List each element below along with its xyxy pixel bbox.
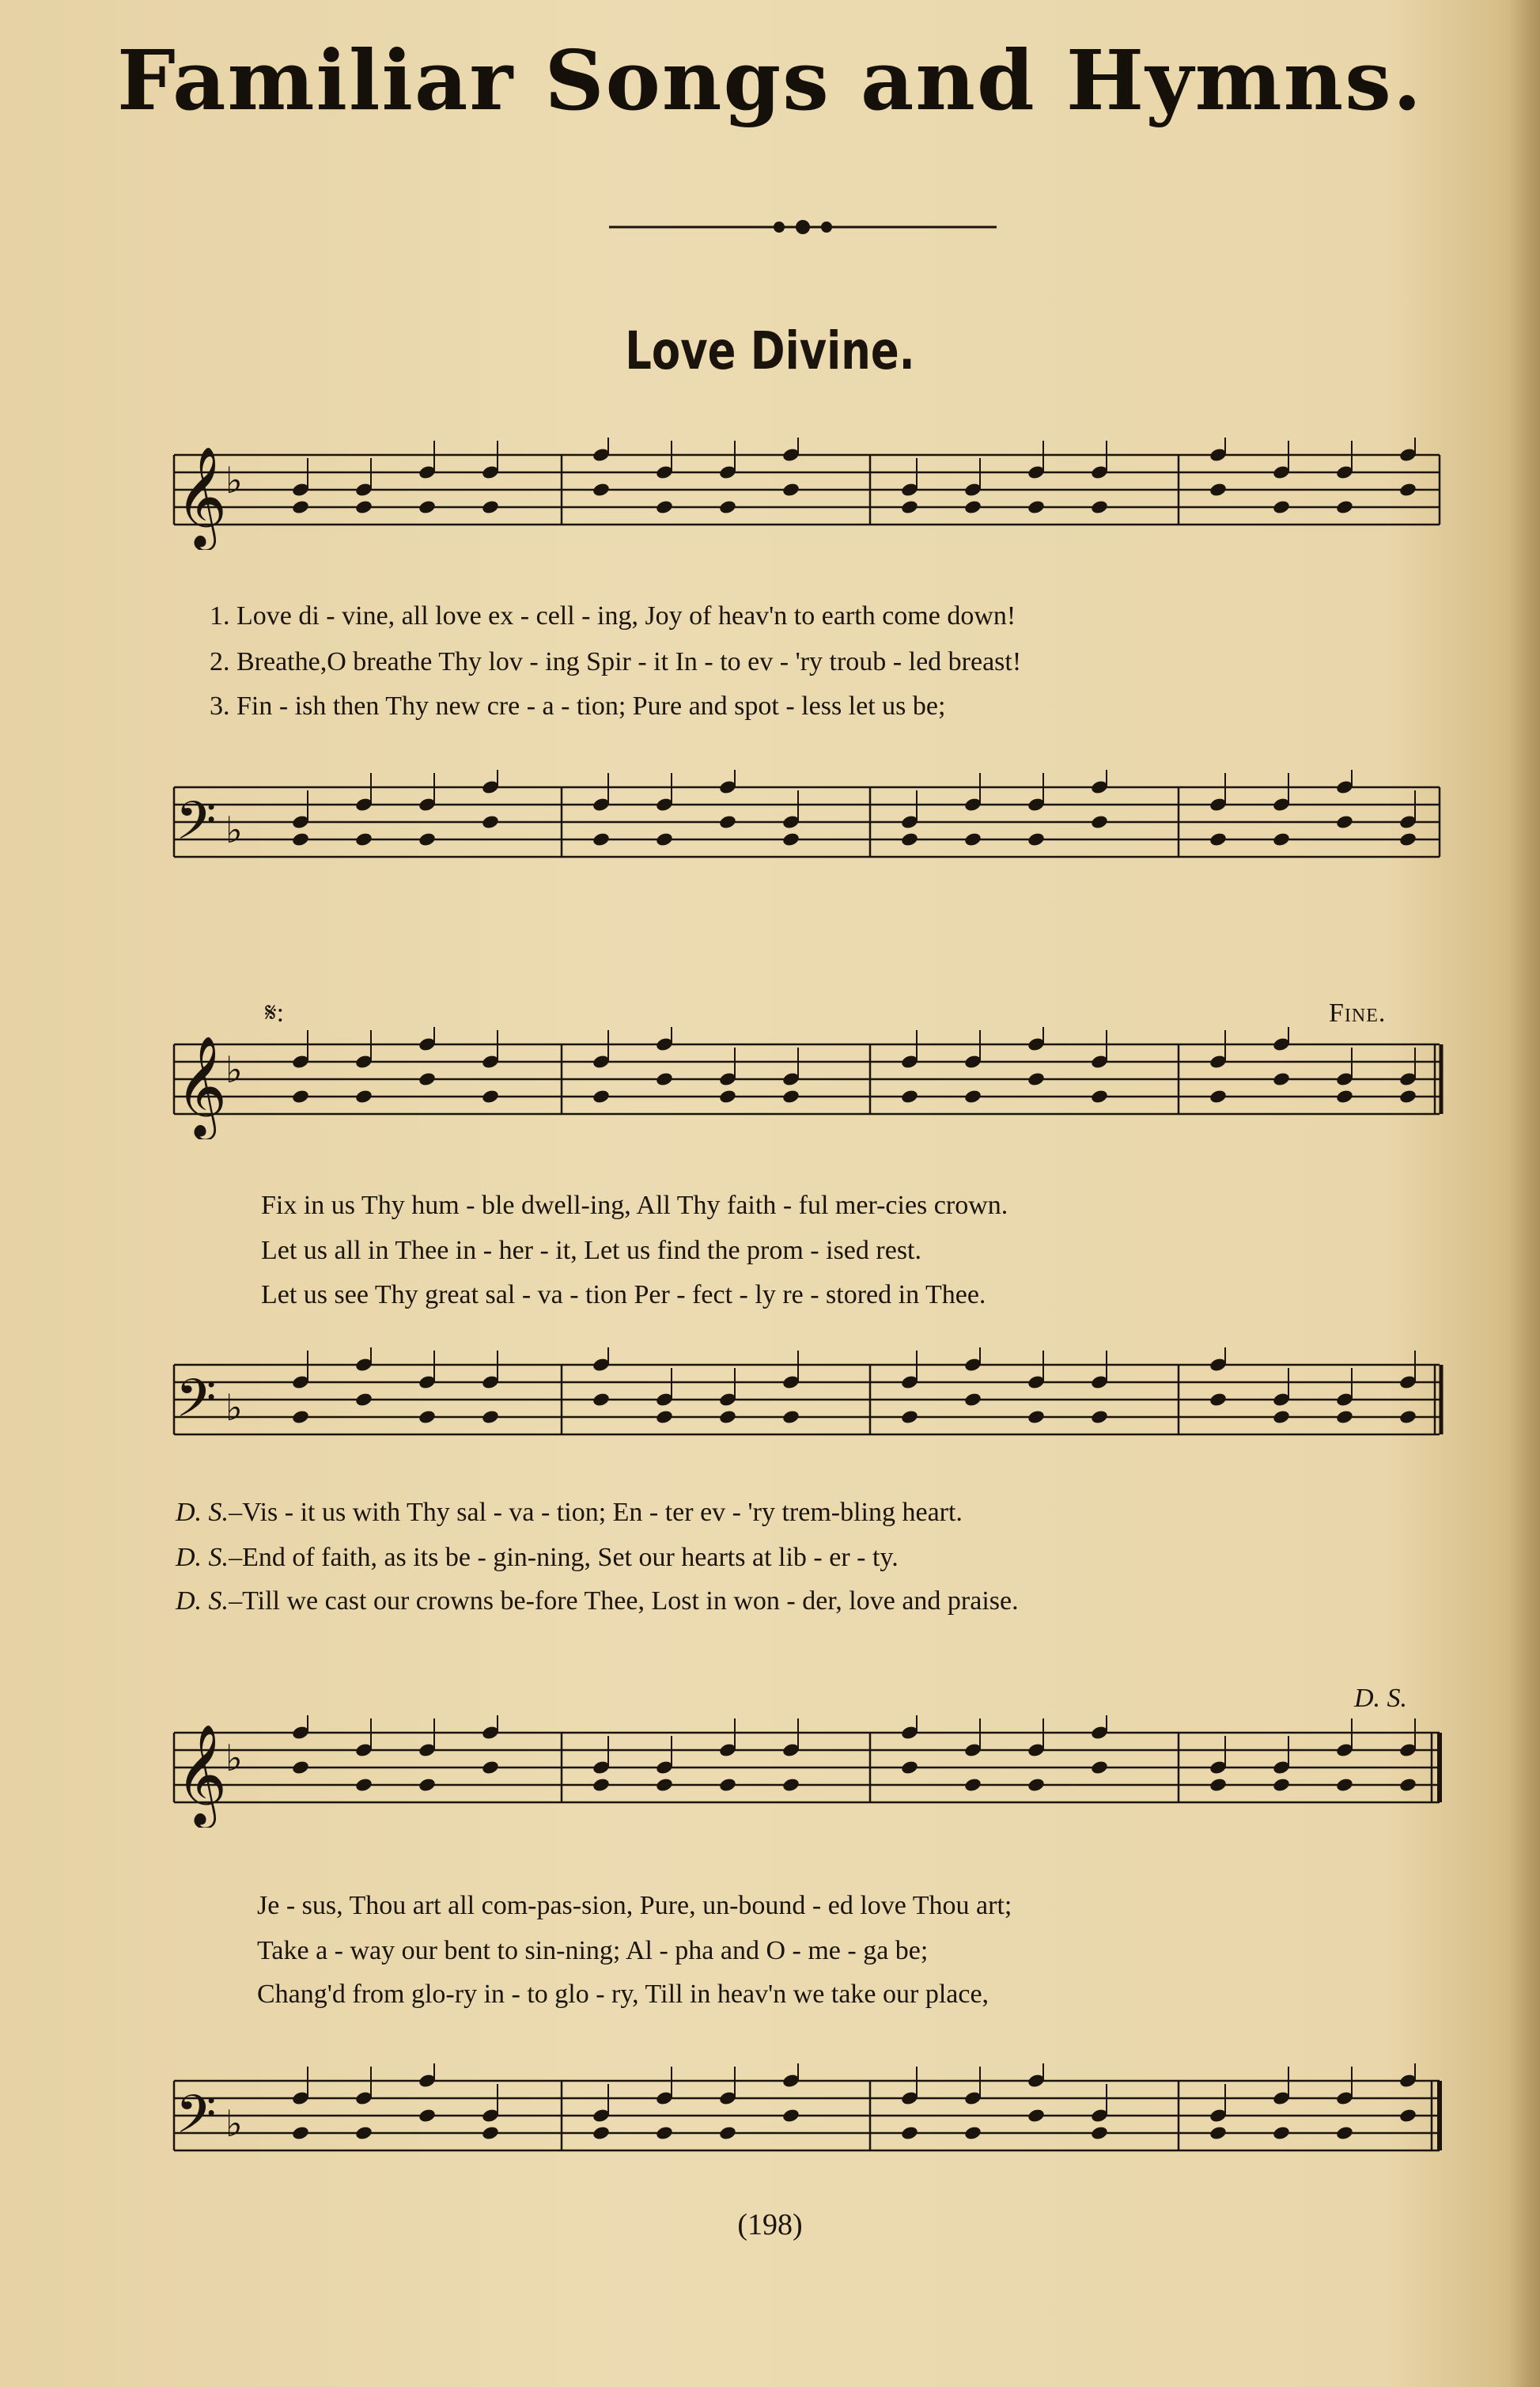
svg-text:♭: ♭: [225, 809, 243, 851]
svg-text:♭: ♭: [225, 1386, 243, 1429]
note-head: [354, 832, 373, 847]
note-head: [1090, 1409, 1109, 1425]
note-head: [418, 1777, 437, 1793]
note-head: [1335, 814, 1354, 830]
note-head: [1027, 499, 1046, 515]
note-head: [781, 1777, 800, 1793]
note-head: [481, 2125, 500, 2141]
svg-text:𝄞: 𝄞: [176, 445, 228, 547]
ds-lyric-line-3: [176, 1586, 1019, 1616]
note-head: [1090, 499, 1109, 515]
note-head: [1398, 482, 1417, 498]
note-head: [592, 1089, 611, 1104]
note-head: [963, 832, 982, 847]
note-head: [291, 499, 310, 515]
ornament-divider: [609, 215, 997, 239]
note-head: [718, 1409, 737, 1425]
svg-text:♭: ♭: [225, 1737, 243, 1779]
lyric-line-2-2: Let us all in Thee in - her - it, Let us find the prom - ised rest.: [261, 1236, 921, 1265]
bass-staff-3: [158, 2057, 1447, 2176]
note-head: [291, 1409, 310, 1425]
note-head: [1335, 1409, 1354, 1425]
note-head: [1398, 1777, 1417, 1793]
note-head: [900, 499, 919, 515]
note-head: [1398, 832, 1417, 847]
note-head: [1272, 832, 1291, 847]
ds-label: D. S.: [176, 1586, 229, 1616]
svg-text:𝄢: 𝄢: [176, 790, 217, 864]
ds-mark: D. S.: [1354, 1684, 1408, 1713]
note-head: [418, 832, 437, 847]
note-head: [592, 2125, 611, 2141]
note-head: [781, 2108, 800, 2124]
svg-text:♭: ♭: [225, 2102, 243, 2145]
note-head: [418, 1071, 437, 1087]
lyric-line-2-3: Let us see Thy great sal - va - tion Per - fect - ly re - stored in Thee.: [261, 1280, 986, 1309]
note-head: [592, 1777, 611, 1793]
note-head: [1090, 1089, 1109, 1104]
note-head: [963, 499, 982, 515]
note-head: [481, 814, 500, 830]
note-head: [655, 1071, 674, 1087]
note-head: [354, 1777, 373, 1793]
bass-staff-1: [158, 763, 1447, 882]
note-head: [963, 2125, 982, 2141]
svg-text:𝄢: 𝄢: [176, 1368, 217, 1442]
note-head: [1090, 2125, 1109, 2141]
svg-text:𝄞: 𝄞: [176, 1723, 228, 1824]
note-head: [900, 2125, 919, 2141]
note-head: [963, 1089, 982, 1104]
ds-text: –Vis - it us with Thy sal - va - tion; En - ter ev - 'ry trem-bling heart.: [229, 1498, 963, 1527]
svg-text:𝄢: 𝄢: [176, 2084, 217, 2158]
lyric-line-3-3: Chang'd from glo-ry in - to glo - ry, Till in heav'n we take our place,: [257, 1980, 989, 2009]
ds-label: D. S.: [176, 1498, 229, 1527]
note-head: [481, 1409, 500, 1425]
bass-staff-2: [158, 1341, 1447, 1460]
note-head: [1272, 1409, 1291, 1425]
note-head: [1209, 482, 1228, 498]
segno-mark: 𝄋:: [265, 998, 285, 1028]
note-head: [1272, 1071, 1291, 1087]
treble-staff-3: [158, 1709, 1447, 1828]
note-head: [718, 1089, 737, 1104]
note-head: [481, 1089, 500, 1104]
note-head: [1398, 1089, 1417, 1104]
fine-mark: Fine.: [1329, 998, 1387, 1028]
ds-label: D. S.: [176, 1543, 229, 1572]
note-head: [963, 1392, 982, 1408]
ds-text: –Till we cast our crowns be-fore Thee, Lost in won - der, love and praise.: [229, 1586, 1019, 1616]
note-head: [418, 2108, 437, 2124]
treble-staff-2: [158, 1021, 1447, 1139]
note-head: [1209, 1089, 1228, 1104]
note-head: [781, 1409, 800, 1425]
note-head: [418, 1409, 437, 1425]
note-head: [1272, 2125, 1291, 2141]
note-head: [900, 1089, 919, 1104]
lyric-line-1-3: 3. Fin - ish then Thy new cre - a - tion; Pure and spot - less let us be;: [210, 691, 946, 721]
note-head: [1027, 2108, 1046, 2124]
note-head: [781, 832, 800, 847]
note-head: [655, 832, 674, 847]
lyric-line-1-2: 2. Breathe,O breathe Thy lov - ing Spir - it In - to ev - 'ry troub - led breast!: [210, 647, 1022, 676]
note-head: [900, 832, 919, 847]
note-head: [1209, 1777, 1228, 1793]
lyric-line-3-2: Take a - way our bent to sin-ning; Al - pha and O - me - ga be;: [257, 1936, 929, 1965]
note-head: [354, 1392, 373, 1408]
note-head: [963, 1777, 982, 1793]
page-title: Familiar Songs and Hymns.: [116, 32, 1424, 129]
note-head: [1027, 832, 1046, 847]
note-head: [354, 1089, 373, 1104]
note-head: [1027, 1777, 1046, 1793]
note-head: [291, 832, 310, 847]
note-head: [781, 482, 800, 498]
note-head: [1090, 814, 1109, 830]
note-head: [1272, 499, 1291, 515]
note-head: [655, 2125, 674, 2141]
note-head: [718, 814, 737, 830]
svg-text:♭: ♭: [225, 459, 243, 502]
note-head: [291, 1089, 310, 1104]
note-head: [655, 499, 674, 515]
note-head: [418, 499, 437, 515]
svg-text:𝄞: 𝄞: [176, 1035, 228, 1136]
note-head: [1335, 2125, 1354, 2141]
note-head: [354, 499, 373, 515]
note-head: [481, 499, 500, 515]
note-head: [481, 1760, 500, 1775]
note-head: [655, 1409, 674, 1425]
note-head: [718, 499, 737, 515]
note-head: [718, 2125, 737, 2141]
ds-lyric-line-1: [176, 1498, 963, 1528]
lyric-line-3-1: Je - sus, Thou art all com-pas-sion, Pure, un-bound - ed love Thou art;: [257, 1891, 1012, 1920]
note-head: [1398, 2108, 1417, 2124]
note-head: [1335, 1089, 1354, 1104]
note-head: [1027, 1071, 1046, 1087]
note-head: [1272, 1777, 1291, 1793]
note-head: [291, 1760, 310, 1775]
note-head: [1335, 1777, 1354, 1793]
note-head: [1209, 832, 1228, 847]
note-head: [354, 2125, 373, 2141]
lyric-line-2-1: Fix in us Thy hum - ble dwell-ing, All Thy faith - ful mer-cies crown.: [261, 1191, 1008, 1220]
note-head: [1398, 1409, 1417, 1425]
note-head: [592, 1392, 611, 1408]
note-head: [900, 1409, 919, 1425]
treble-staff-1: [158, 431, 1447, 550]
note-head: [1209, 2125, 1228, 2141]
note-head: [900, 1760, 919, 1775]
note-head: [718, 1777, 737, 1793]
svg-text:♭: ♭: [225, 1048, 243, 1091]
page-number: (198): [737, 2208, 803, 2241]
note-head: [1335, 499, 1354, 515]
note-head: [1027, 1409, 1046, 1425]
page-edge-shadow: [1508, 0, 1540, 2387]
song-title: Love Divine.: [625, 320, 915, 381]
note-head: [1090, 1760, 1109, 1775]
note-head: [781, 1089, 800, 1104]
note-head: [592, 482, 611, 498]
ds-lyric-line-2: [176, 1543, 899, 1573]
note-head: [1209, 1392, 1228, 1408]
note-head: [592, 832, 611, 847]
ds-text: –End of faith, as its be - gin-ning, Set our hearts at lib - er - ty.: [229, 1543, 899, 1572]
lyric-line-1-1: 1. Love di - vine, all love ex - cell - ing, Joy of heav'n to earth come down!: [210, 601, 1016, 631]
note-head: [655, 1777, 674, 1793]
note-head: [291, 2125, 310, 2141]
